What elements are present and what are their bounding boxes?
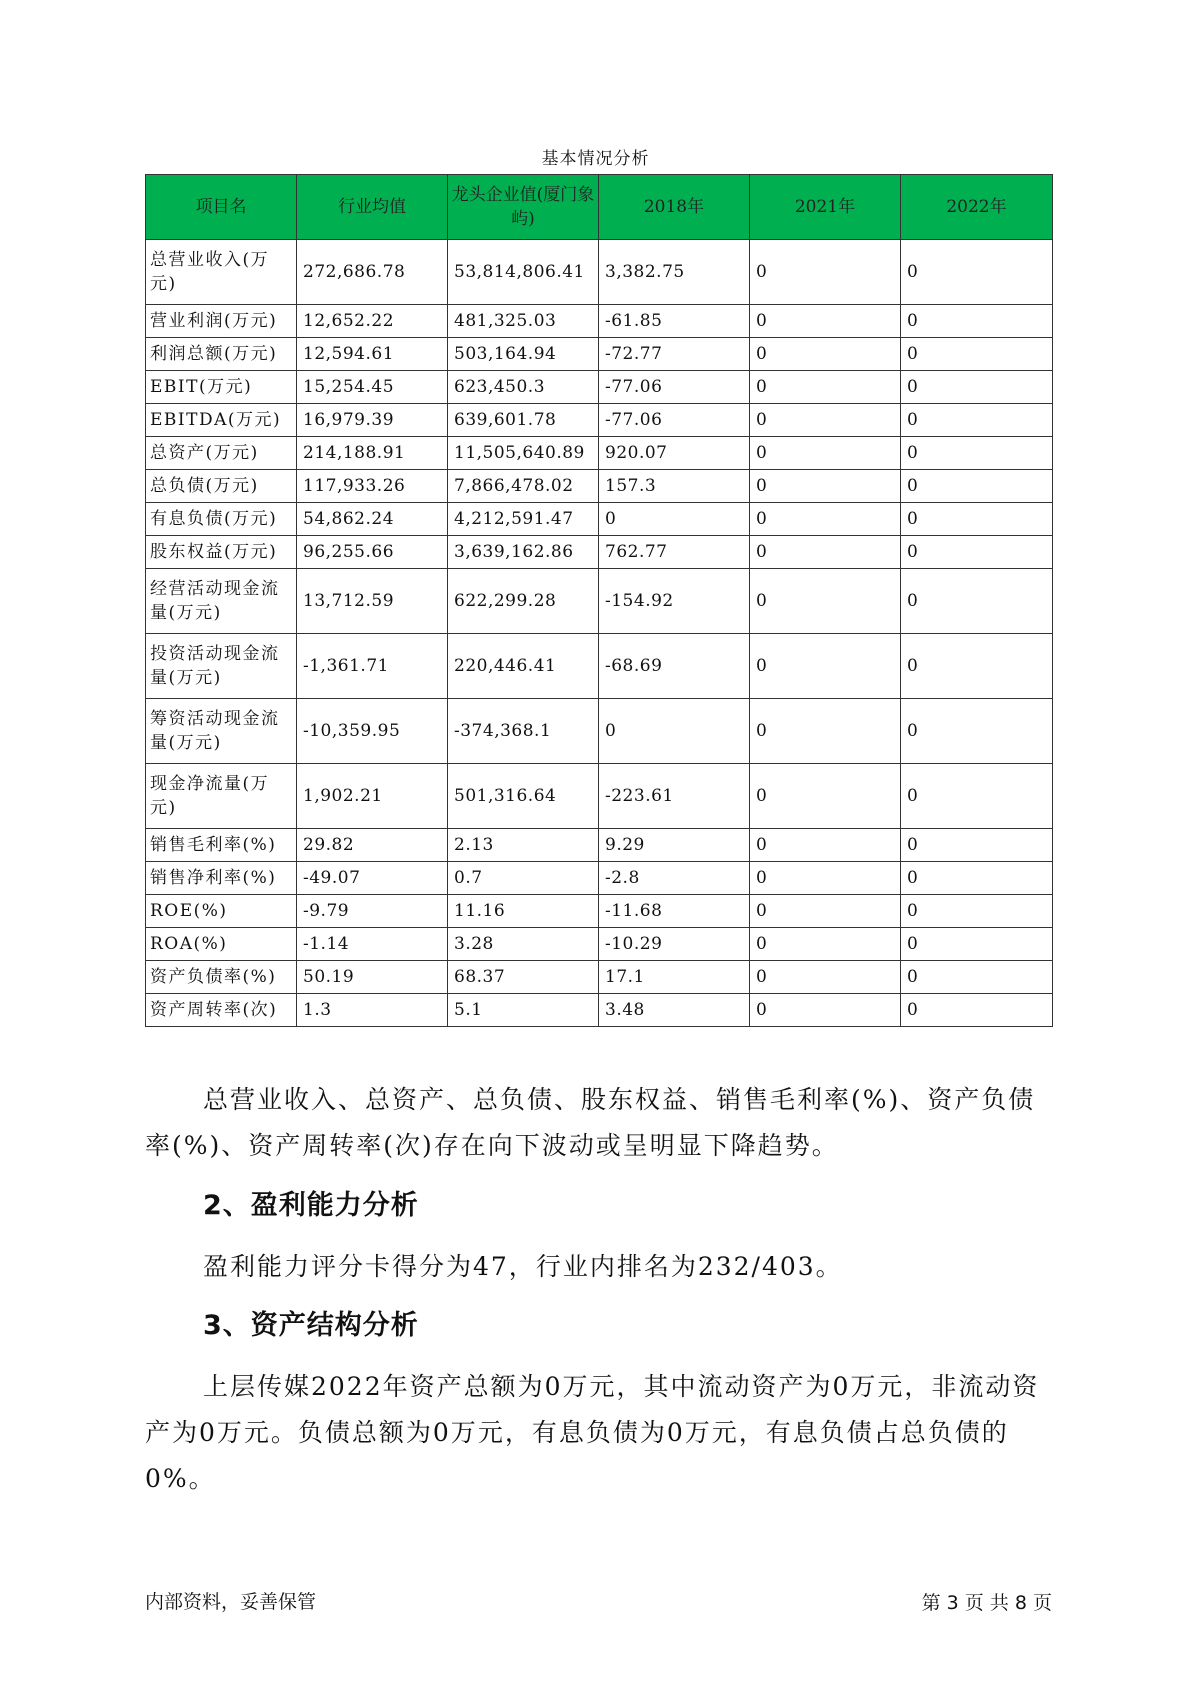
row-value-cell: 1,902.21: [297, 764, 448, 829]
row-value-cell: 0: [750, 928, 901, 961]
row-value-cell: 50.19: [297, 961, 448, 994]
row-value-cell: 0: [750, 829, 901, 862]
row-value-cell: 1.3: [297, 994, 448, 1027]
row-value-cell: 68.37: [448, 961, 599, 994]
row-value-cell: 12,594.61: [297, 338, 448, 371]
row-value-cell: 117,933.26: [297, 470, 448, 503]
row-value-cell: -10,359.95: [297, 699, 448, 764]
row-item-name: ROE(%): [146, 895, 297, 928]
header-item-name: 项目名: [146, 175, 297, 240]
row-value-cell: -154.92: [599, 569, 750, 634]
row-value-cell: 0: [901, 764, 1053, 829]
table-row: [146, 437, 1053, 470]
table-row: [146, 895, 1053, 928]
table-row: [146, 305, 1053, 338]
row-value-cell: 762.77: [599, 536, 750, 569]
row-value-cell: 0: [599, 503, 750, 536]
row-value-cell: 0: [750, 536, 901, 569]
row-item-name: 资产周转率(次): [146, 994, 297, 1027]
row-value-cell: 0: [901, 536, 1053, 569]
row-value-cell: 3.48: [599, 994, 750, 1027]
row-value-cell: 12,652.22: [297, 305, 448, 338]
table-row: [146, 371, 1053, 404]
row-value-cell: 3,639,162.86: [448, 536, 599, 569]
footer-page-number: 第 3 页 共 8 页: [921, 1592, 1052, 1614]
row-item-name: 股东权益(万元): [146, 536, 297, 569]
row-value-cell: 16,979.39: [297, 404, 448, 437]
row-value-cell: -10.29: [599, 928, 750, 961]
row-value-cell: 0: [901, 994, 1053, 1027]
row-value-cell: 15,254.45: [297, 371, 448, 404]
row-value-cell: -223.61: [599, 764, 750, 829]
row-value-cell: -11.68: [599, 895, 750, 928]
row-value-cell: 0.7: [448, 862, 599, 895]
row-value-cell: 0: [901, 862, 1053, 895]
row-value-cell: 501,316.64: [448, 764, 599, 829]
row-value-cell: 0: [750, 437, 901, 470]
table-row: [146, 994, 1053, 1027]
row-item-name: EBIT(万元): [146, 371, 297, 404]
row-value-cell: -49.07: [297, 862, 448, 895]
row-value-cell: 0: [901, 240, 1053, 305]
row-value-cell: 0: [750, 404, 901, 437]
table-row: [146, 503, 1053, 536]
table-row: [146, 569, 1053, 634]
row-value-cell: 0: [901, 404, 1053, 437]
basic-analysis-table: [145, 174, 1053, 1027]
table-row: [146, 240, 1053, 305]
row-item-name: 营业利润(万元): [146, 305, 297, 338]
row-value-cell: 54,862.24: [297, 503, 448, 536]
table-row: [146, 470, 1053, 503]
table-body: [146, 240, 1053, 1027]
row-value-cell: 0: [750, 994, 901, 1027]
row-value-cell: 0: [901, 569, 1053, 634]
row-value-cell: 0: [750, 371, 901, 404]
section-heading-asset: 3、资产结构分析: [203, 1310, 419, 1341]
table-row: [146, 699, 1053, 764]
row-value-cell: -1,361.71: [297, 634, 448, 699]
row-item-name: 投资活动现金流量(万元): [146, 634, 297, 699]
row-value-cell: 0: [901, 503, 1053, 536]
row-item-name: ROA(%): [146, 928, 297, 961]
row-value-cell: 0: [750, 764, 901, 829]
row-value-cell: 0: [750, 240, 901, 305]
row-item-name: 总负债(万元): [146, 470, 297, 503]
row-value-cell: 3,382.75: [599, 240, 750, 305]
table-row: [146, 634, 1053, 699]
row-value-cell: 5.1: [448, 994, 599, 1027]
row-item-name: 现金净流量(万元): [146, 764, 297, 829]
row-value-cell: 4,212,591.47: [448, 503, 599, 536]
row-item-name: 资产负债率(%): [146, 961, 297, 994]
row-value-cell: -68.69: [599, 634, 750, 699]
row-value-cell: 0: [901, 895, 1053, 928]
row-value-cell: 9.29: [599, 829, 750, 862]
row-value-cell: 0: [901, 305, 1053, 338]
header-year-2022: 2022年: [901, 175, 1053, 240]
row-value-cell: 0: [901, 338, 1053, 371]
row-item-name: 经营活动现金流量(万元): [146, 569, 297, 634]
row-item-name: 总资产(万元): [146, 437, 297, 470]
row-value-cell: -1.14: [297, 928, 448, 961]
row-value-cell: 157.3: [599, 470, 750, 503]
row-value-cell: 0: [750, 634, 901, 699]
row-value-cell: -72.77: [599, 338, 750, 371]
header-leader-value: 龙头企业值(厦门象屿): [448, 175, 599, 240]
row-value-cell: 0: [901, 928, 1053, 961]
row-item-name: 有息负债(万元): [146, 503, 297, 536]
section-heading-profit: 2、盈利能力分析: [203, 1190, 419, 1221]
row-value-cell: 0: [901, 699, 1053, 764]
row-value-cell: 13,712.59: [297, 569, 448, 634]
row-value-cell: 272,686.78: [297, 240, 448, 305]
row-item-name: EBITDA(万元): [146, 404, 297, 437]
row-value-cell: 0: [750, 338, 901, 371]
row-value-cell: 29.82: [297, 829, 448, 862]
row-value-cell: 0: [599, 699, 750, 764]
row-value-cell: 0: [750, 961, 901, 994]
row-value-cell: -2.8: [599, 862, 750, 895]
row-value-cell: 0: [901, 634, 1053, 699]
header-year-2018: 2018年: [599, 175, 750, 240]
table-row: [146, 928, 1053, 961]
row-value-cell: 0: [750, 862, 901, 895]
row-value-cell: 0: [750, 503, 901, 536]
profit-paragraph: 盈利能力评分卡得分为47，行业内排名为232/403。: [203, 1252, 843, 1281]
row-value-cell: 503,164.94: [448, 338, 599, 371]
row-value-cell: 2.13: [448, 829, 599, 862]
header-year-2021: 2021年: [750, 175, 901, 240]
row-value-cell: 11,505,640.89: [448, 437, 599, 470]
row-value-cell: 920.07: [599, 437, 750, 470]
table-row: [146, 764, 1053, 829]
row-value-cell: 0: [750, 305, 901, 338]
row-value-cell: 0: [750, 699, 901, 764]
table-caption: 基本情况分析: [541, 149, 650, 169]
row-value-cell: 17.1: [599, 961, 750, 994]
row-item-name: 销售净利率(%): [146, 862, 297, 895]
row-value-cell: -374,368.1: [448, 699, 599, 764]
row-value-cell: 0: [901, 470, 1053, 503]
row-value-cell: 0: [750, 569, 901, 634]
row-value-cell: 96,255.66: [297, 536, 448, 569]
table-row: [146, 338, 1053, 371]
row-value-cell: 7,866,478.02: [448, 470, 599, 503]
row-value-cell: 0: [750, 470, 901, 503]
row-value-cell: 639,601.78: [448, 404, 599, 437]
asset-paragraph: 上层传媒2022年资产总额为0万元，其中流动资产为0万元，非流动资产为0万元。负债总额为0万元，有息负债为0万元，有息负债占总负债的0%。: [145, 1372, 1040, 1493]
header-industry-avg: 行业均值: [297, 175, 448, 240]
row-value-cell: 3.28: [448, 928, 599, 961]
row-value-cell: 481,325.03: [448, 305, 599, 338]
trend-paragraph: 总营业收入、总资产、总负债、股东权益、销售毛利率(%)、资产负债率(%)、资产周转率(次)存在向下波动或呈明显下降趋势。: [145, 1085, 1036, 1160]
row-value-cell: 11.16: [448, 895, 599, 928]
row-value-cell: 0: [901, 961, 1053, 994]
table-row: [146, 862, 1053, 895]
row-value-cell: 220,446.41: [448, 634, 599, 699]
table-header-row: [146, 175, 1053, 240]
row-item-name: 筹资活动现金流量(万元): [146, 699, 297, 764]
row-value-cell: -61.85: [599, 305, 750, 338]
row-value-cell: 53,814,806.41: [448, 240, 599, 305]
row-value-cell: 0: [901, 371, 1053, 404]
row-item-name: 利润总额(万元): [146, 338, 297, 371]
table-row: [146, 961, 1053, 994]
row-value-cell: 0: [901, 437, 1053, 470]
table-row: [146, 536, 1053, 569]
row-value-cell: 0: [901, 829, 1053, 862]
row-item-name: 总营业收入(万元): [146, 240, 297, 305]
row-value-cell: 622,299.28: [448, 569, 599, 634]
row-item-name: 销售毛利率(%): [146, 829, 297, 862]
row-value-cell: -77.06: [599, 404, 750, 437]
row-value-cell: 214,188.91: [297, 437, 448, 470]
table-row: [146, 404, 1053, 437]
row-value-cell: -9.79: [297, 895, 448, 928]
table-row: [146, 829, 1053, 862]
row-value-cell: -77.06: [599, 371, 750, 404]
row-value-cell: 0: [750, 895, 901, 928]
row-value-cell: 623,450.3: [448, 371, 599, 404]
footer-confidential: 内部资料，妥善保管: [145, 1591, 317, 1613]
